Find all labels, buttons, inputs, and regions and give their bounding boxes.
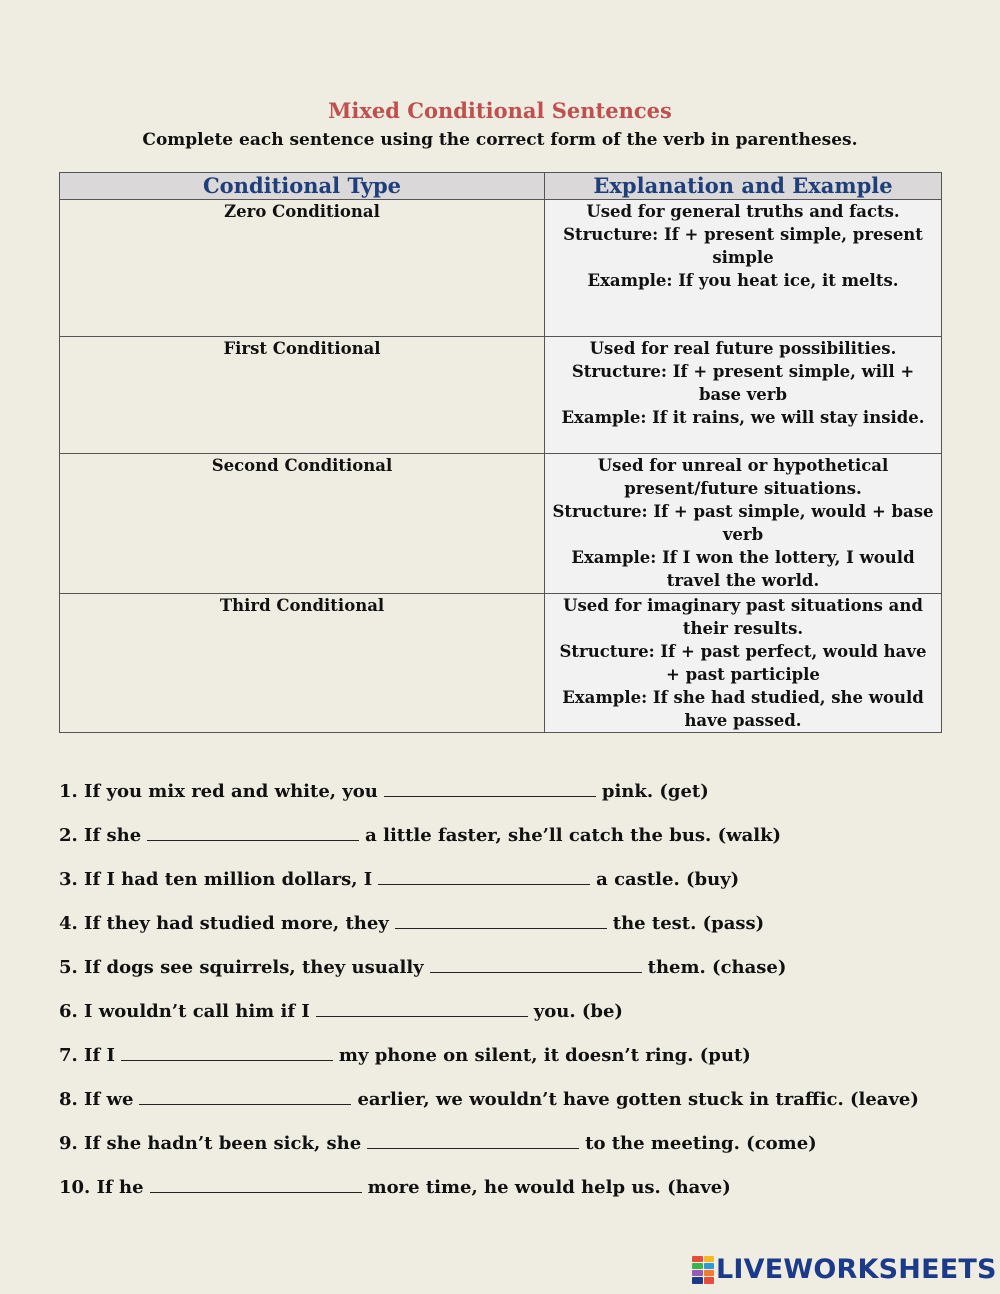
exercise-text-after: you. (be) xyxy=(533,1001,623,1022)
exercise-text-before: 2. If she xyxy=(59,825,142,846)
logo-tile xyxy=(704,1277,715,1283)
answer-blank[interactable] xyxy=(139,1087,351,1105)
exercise-text-before: 10. If he xyxy=(59,1177,144,1198)
exercise-text-before: 9. If she hadn’t been sick, she xyxy=(59,1133,362,1154)
answer-blank[interactable] xyxy=(367,1131,579,1149)
explanation-example: Example: If I won the lottery, I would travel the world. xyxy=(571,548,915,590)
logo-tile xyxy=(704,1263,715,1269)
logo-tile xyxy=(704,1270,715,1276)
logo-tile xyxy=(692,1256,703,1262)
explanation-cell xyxy=(545,337,942,454)
conditional-type-cell: First Conditional xyxy=(60,337,545,454)
worksheet-title: Mixed Conditional Sentences xyxy=(328,98,672,123)
table-row xyxy=(60,454,942,594)
conditional-type-cell: Third Conditional xyxy=(60,594,545,733)
exercise-text-after: to the meeting. (come) xyxy=(585,1133,817,1154)
explanation-example: Example: If you heat ice, it melts. xyxy=(587,271,899,290)
header-conditional-type: Conditional Type xyxy=(60,173,545,200)
explanation-use: Used for real future possibilities. xyxy=(589,339,897,358)
explanation-use: Used for unreal or hypothetical present/future situations. xyxy=(597,456,889,498)
explanation-structure: Structure: If + present simple, will + base verb xyxy=(571,362,915,404)
explanation-structure: Structure: If + past perfect, would have + past participle xyxy=(559,642,927,684)
explanation-cell xyxy=(545,200,942,337)
exercise-item-1 xyxy=(59,778,949,805)
exercise-list xyxy=(59,778,949,1201)
conditional-type-cell: Second Conditional xyxy=(60,454,545,594)
explanation-example: Example: If she had studied, she would have passed. xyxy=(562,688,924,730)
exercise-item-3 xyxy=(59,866,949,893)
exercise-text-before: 7. If I xyxy=(59,1045,115,1066)
explanation-example: Example: If it rains, we will stay inside. xyxy=(561,408,925,427)
exercise-text-before: 5. If dogs see squirrels, they usually xyxy=(59,957,424,978)
liveworksheets-logo-icon xyxy=(692,1256,714,1284)
conditionals-table xyxy=(59,172,942,733)
table-row xyxy=(60,337,942,454)
exercise-text-after: more time, he would help us. (have) xyxy=(367,1177,731,1198)
exercise-text-before: 1. If you mix red and white, you xyxy=(59,781,378,802)
exercise-item-9 xyxy=(59,1130,949,1157)
explanation-use: Used for general truths and facts. xyxy=(586,202,900,221)
exercise-text-after: a little faster, she’ll catch the bus. (walk) xyxy=(365,825,782,846)
exercise-item-8 xyxy=(59,1086,949,1113)
exercise-text-after: a castle. (buy) xyxy=(596,869,740,890)
explanation-structure: Structure: If + present simple, present simple xyxy=(563,225,923,267)
answer-blank[interactable] xyxy=(395,911,607,929)
logo-tile xyxy=(692,1270,703,1276)
exercise-text-after: them. (chase) xyxy=(647,957,787,978)
exercise-text-after: my phone on silent, it doesn’t ring. (put) xyxy=(338,1045,751,1066)
exercise-item-7 xyxy=(59,1042,949,1069)
answer-blank[interactable] xyxy=(150,1175,362,1193)
table-row xyxy=(60,594,942,733)
answer-blank[interactable] xyxy=(384,779,596,797)
logo-tile xyxy=(692,1277,703,1283)
conditional-type-cell: Zero Conditional xyxy=(60,200,545,337)
exercise-item-10 xyxy=(59,1174,949,1201)
header-explanation: Explanation and Example xyxy=(545,173,942,200)
exercise-text-before: 3. If I had ten million dollars, I xyxy=(59,869,373,890)
instructions: Complete each sentence using the correct form of the verb in parentheses. xyxy=(142,130,858,150)
answer-blank[interactable] xyxy=(316,999,528,1017)
exercise-item-4 xyxy=(59,910,949,937)
exercise-text-after: earlier, we wouldn’t have gotten stuck in traffic. (leave) xyxy=(357,1089,919,1110)
logo-tile xyxy=(704,1256,715,1262)
exercise-text-before: 8. If we xyxy=(59,1089,134,1110)
answer-blank[interactable] xyxy=(121,1043,333,1061)
exercise-item-6 xyxy=(59,998,949,1025)
answer-blank[interactable] xyxy=(147,823,359,841)
explanation-structure: Structure: If + past simple, would + base verb xyxy=(552,502,934,544)
exercise-text-before: 4. If they had studied more, they xyxy=(59,913,389,934)
liveworksheets-logo[interactable] xyxy=(692,1254,997,1285)
explanation-use: Used for imaginary past situations and their results. xyxy=(563,596,923,638)
exercise-text-after: pink. (get) xyxy=(601,781,709,802)
logo-tile xyxy=(692,1263,703,1269)
answer-blank[interactable] xyxy=(430,955,642,973)
exercise-text-before: 6. I wouldn’t call him if I xyxy=(59,1001,310,1022)
exercise-text-after: the test. (pass) xyxy=(612,913,765,934)
exercise-item-2 xyxy=(59,822,949,849)
answer-blank[interactable] xyxy=(378,867,590,885)
explanation-cell xyxy=(545,454,942,594)
exercise-item-5 xyxy=(59,954,949,981)
table-row xyxy=(60,200,942,337)
explanation-cell xyxy=(545,594,942,733)
logo-text: LIVEWORKSHEETS xyxy=(716,1254,997,1285)
